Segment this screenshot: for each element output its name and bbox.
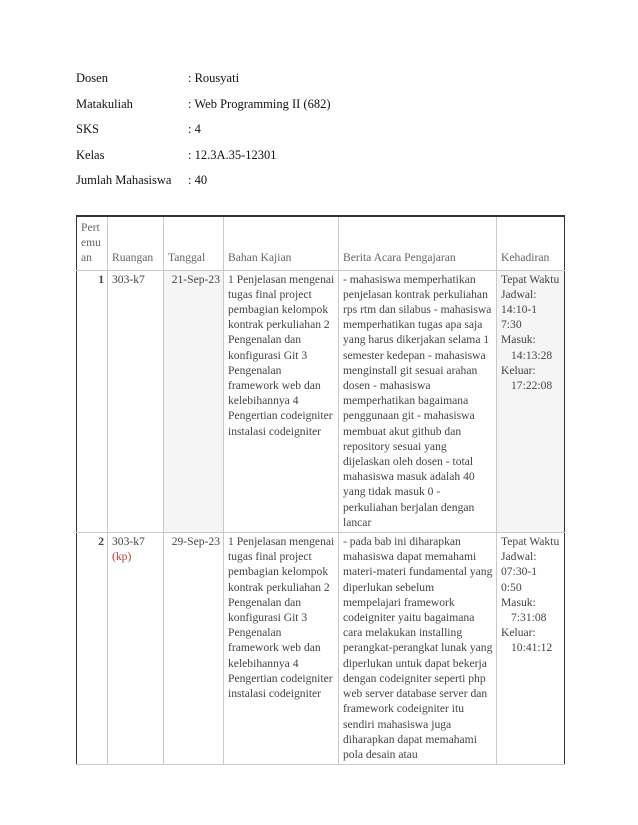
- attendance-status: Tepat Waktu: [501, 535, 560, 549]
- info-label: SKS: [76, 122, 99, 136]
- row-ruangan: [108, 270, 164, 532]
- row-ruangan: [108, 533, 164, 765]
- info-value: : 4: [188, 122, 201, 136]
- attendance-status: Tepat Waktu: [501, 272, 560, 286]
- masuk-label: Masuk:: [501, 595, 536, 609]
- info-label: Jumlah Mahasiswa: [76, 173, 172, 187]
- info-value: : Rousyati: [188, 71, 240, 85]
- masuk-label: Masuk:: [501, 333, 536, 347]
- row-tanggal: 29-Sep-23: [164, 533, 224, 765]
- course-info: [76, 71, 331, 199]
- jadwal-value: 14:10-17:30: [501, 303, 538, 332]
- info-value: : 40: [188, 173, 208, 187]
- keluar-label: Keluar:: [501, 363, 536, 377]
- table-row: [77, 533, 565, 765]
- ruangan-value: 303-k7: [112, 272, 145, 286]
- header-berita-acara: Berita Acara Pengajaran: [339, 216, 497, 270]
- ruangan-value: 303-k7: [112, 535, 145, 549]
- row-kehadiran: [497, 270, 565, 532]
- keluar-label: Keluar:: [501, 626, 536, 640]
- masuk-value: 14:13:28: [511, 348, 553, 362]
- info-row-kelas: [76, 148, 331, 174]
- row-number: 2: [77, 533, 108, 765]
- info-value: : 12.3A.35-12301: [188, 147, 277, 162]
- ruangan-note: (kp): [112, 550, 132, 564]
- row-berita-acara: - mahasiswa memperhatikan penjelasan kontrak perkuliahan rps rtm dan silabus - mahasiswa memperhatikan tugas apa saja yang harus dikerjakan selama 1 semester kedepan - mahasiswa menginstall git sesuai arahan dosen - mahasiswa memperhatikan bagaimana penggunaan git - mahasiswa membuat akut github dan repository sesuai yang dijelaskan oleh dosen - total mahasiswa masuk adalah 40 yang tidak masuk 0 - perkuliahan berjalan dengan lancar: [339, 270, 497, 532]
- row-bahan-kajian: 1 Penjelasan mengenai tugas final project pembagian kelompok kontrak perkuliahan 2 Pengenalan dan konfigurasi Git 3 Pengenalan framework web dan kelebihannya 4 Pengertian codeigniter instalasi codeigniter: [224, 533, 339, 765]
- row-berita-acara: - pada bab ini diharapkan mahasiswa dapat memahami materi-materi fundamental yang diperlukan sebelum mempelajari framework codeigniter yaitu bagaimana cara melakukan installing perangkat-perangkat lunak yang diperlukan untuk dapat bekerja dengan codeigniter seperti php web server database server dan framework codeigniter itu sendiri mahasiswa juga diharapkan dapat memahami pola desain atau: [339, 533, 497, 765]
- info-row-matakuliah: [76, 97, 331, 123]
- row-bahan-kajian: 1 Penjelasan mengenai tugas final project pembagian kelompok kontrak perkuliahan 2 Pengenalan dan konfigurasi Git 3 Pengenalan framework web dan kelebihannya 4 Pengertian codeigniter instalasi codeigniter: [224, 270, 339, 532]
- table-row: [77, 270, 565, 532]
- row-number: 1: [77, 270, 108, 532]
- jadwal-value: 07:30-10:50: [501, 565, 538, 594]
- masuk-value: 7:31:08: [511, 611, 547, 625]
- header-kehadiran: Kehadiran: [497, 216, 565, 270]
- header-bahan-kajian: Bahan Kajian: [224, 216, 339, 270]
- row-kehadiran: [497, 533, 565, 765]
- attendance-table: [76, 215, 565, 765]
- jadwal-label: Jadwal:: [501, 287, 537, 301]
- info-row-sks: [76, 122, 331, 148]
- info-label: Dosen: [76, 71, 108, 85]
- keluar-value: 17:22:08: [511, 379, 553, 393]
- row-tanggal: 21-Sep-23: [164, 270, 224, 532]
- info-row-dosen: [76, 71, 331, 97]
- header-ruangan: Ruangan: [108, 216, 164, 270]
- jadwal-label: Jadwal:: [501, 550, 537, 564]
- header-pertemuan: Pertemuan: [77, 216, 108, 270]
- header-tanggal: Tanggal: [164, 216, 224, 270]
- info-row-jumlah-mahasiswa: [76, 173, 331, 199]
- table-header-row: [77, 216, 565, 270]
- info-value: : Web Programming II (682): [188, 96, 331, 111]
- info-label: Matakuliah: [76, 96, 133, 111]
- keluar-value: 10:41:12: [511, 641, 553, 655]
- info-label: Kelas: [76, 147, 105, 162]
